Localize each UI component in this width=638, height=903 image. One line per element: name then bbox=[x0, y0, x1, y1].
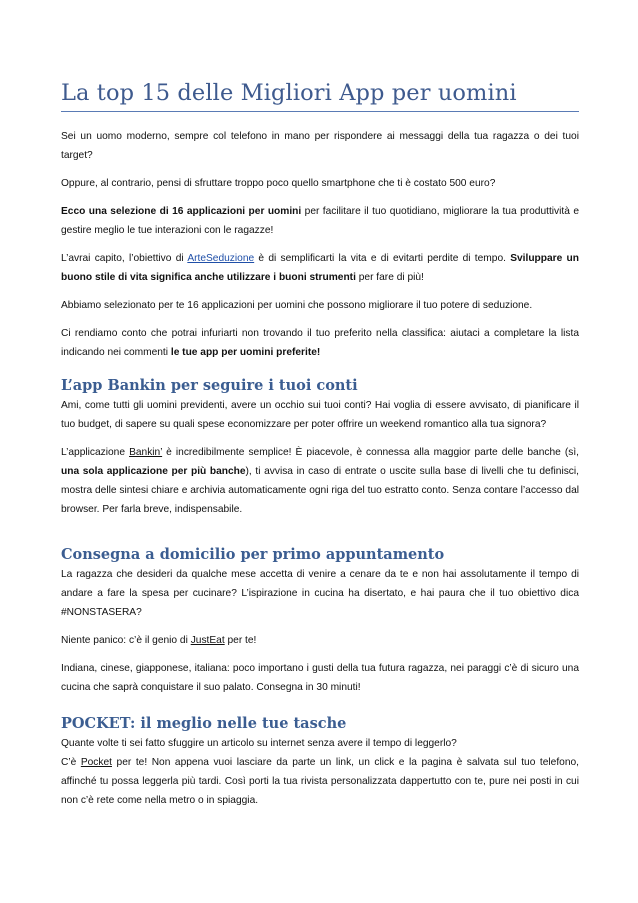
bankin-p2-bold: una sola applicazione per più banche bbox=[61, 466, 246, 477]
intro-paragraph-2: Oppure, al contrario, pensi di sfruttare troppo poco quello smartphone che ti è costato 500 euro? bbox=[61, 178, 496, 189]
section-heading-consegna: Consegna a domicilio per primo appuntamento bbox=[61, 546, 445, 563]
intro-paragraph-1: Sei un uomo moderno, sempre col telefono in mano per rispondere ai messaggi della tua ragazza o dei tuoi target? bbox=[61, 131, 579, 161]
arteseduzione-link[interactable]: ArteSeduzione bbox=[187, 253, 255, 264]
intro-p4-bold: Sviluppare un buono stile di vita significa anche utilizzare i buoni strumenti bbox=[61, 253, 579, 283]
intro-p4-text-b: è di semplificarti la vita e di evitarti perdite di tempo. bbox=[254, 253, 511, 264]
bankin-link[interactable]: Bankin’ bbox=[129, 447, 163, 458]
consegna-paragraph-2 bbox=[61, 631, 579, 650]
intro-paragraph-5: Abbiamo selezionato per te 16 applicazioni per uomini che possono migliorare il tuo potere di seduzione. bbox=[61, 300, 533, 311]
consegna-paragraph-3: Indiana, cinese, giapponese, italiana: poco importano i gusti della tua futura ragazza, nei paraggi c’è di sicuro una cucina che saprà conquistare il suo palato. Consegna in 30 minuti! bbox=[61, 663, 579, 693]
intro-p6-bold: le tue app per uomini preferite! bbox=[170, 347, 321, 358]
intro-p4-text-c: per fare di più! bbox=[355, 272, 424, 283]
pocket-link[interactable]: Pocket bbox=[80, 757, 112, 768]
bankin-paragraph-1: Ami, come tutti gli uomini previdenti, avere un occhio sui tuoi conti? Hai voglia di essere avvisato, di pianificare il tuo budget, di sapere su quali spese economizzare per poter offrire un weekend romantico alla tua signora? bbox=[61, 400, 579, 430]
intro-p6-text: Ci rendiamo conto che potrai infuriarti non trovando il tuo preferito nella classifica: aiutaci a completare la lista indicando nei commenti bbox=[61, 328, 579, 358]
title-underline bbox=[61, 111, 579, 112]
bankin-p2-text-a: L’applicazione bbox=[61, 447, 130, 458]
section-heading-bankin: L’app Bankin per seguire i tuoi conti bbox=[61, 377, 358, 394]
pocket-p2-text-b: per te! Non appena vuoi lasciare da parte un link, un click e la pagina è salvata sul tuo telefono, affinché tu possa leggerla più tardi. Così porti la tua rivista personalizzata dappertutto con te, pure nei posti in cui non c’è rete come nella metro o in spiaggia. bbox=[61, 757, 579, 806]
intro-paragraph-4 bbox=[61, 249, 579, 287]
justeat-link[interactable]: JustEat bbox=[190, 635, 225, 646]
bankin-paragraph-2 bbox=[61, 443, 579, 519]
section-pocket bbox=[61, 714, 579, 819]
intro-p4-text-a: L’avrai capito, l’obiettivo di bbox=[61, 253, 188, 264]
section-consegna bbox=[61, 545, 579, 706]
consegna-paragraph-1: La ragazza che desideri da qualche mese accetta di venire a cenare da te e non hai assolutamente il tempo di andare a fare la spesa per cucinare? L’ispirazione in cucina ha disertato, e hai paura che il tuo obiettivo dica #NONSTASERA? bbox=[61, 569, 579, 618]
intro-p3-bold: Ecco una selezione di 16 applicazioni per uomini bbox=[61, 206, 302, 217]
consegna-p2-text-b: per te! bbox=[224, 635, 257, 646]
pocket-paragraph-1: Quante volte ti sei fatto sfuggire un articolo su internet senza avere il tempo di leggerlo? bbox=[61, 738, 457, 749]
intro-section bbox=[61, 127, 579, 371]
section-heading-pocket: POCKET: il meglio nelle tue tasche bbox=[61, 715, 347, 732]
intro-paragraph-3 bbox=[61, 202, 579, 240]
pocket-p2-text-a: C’è bbox=[61, 757, 81, 768]
page-title: La top 15 delle Migliori App per uomini bbox=[61, 80, 517, 106]
intro-p3-text: per facilitare il tuo quotidiano, migliorare la tua produttività e gestire meglio le tue interazioni con le ragazze! bbox=[61, 206, 579, 236]
bankin-p2-text-b: è incredibilmente semplice! È piacevole, è connessa alla maggior parte delle banche (sì, bbox=[162, 447, 579, 458]
section-bankin bbox=[61, 376, 579, 528]
bankin-p2-text-c: ), ti avvisa in caso di entrate o uscite sulla base di livelli che tu definisci, mostra delle sintesi chiare e archivia automaticamente ogni riga del tuo estratto conto. Senza contare l’accesso dal browser. Per farla breve, indispensabile. bbox=[61, 466, 579, 515]
pocket-paragraph-2 bbox=[61, 753, 579, 810]
intro-paragraph-6 bbox=[61, 324, 579, 362]
consegna-p2-text-a: Niente panico: c’è il genio di bbox=[61, 635, 191, 646]
